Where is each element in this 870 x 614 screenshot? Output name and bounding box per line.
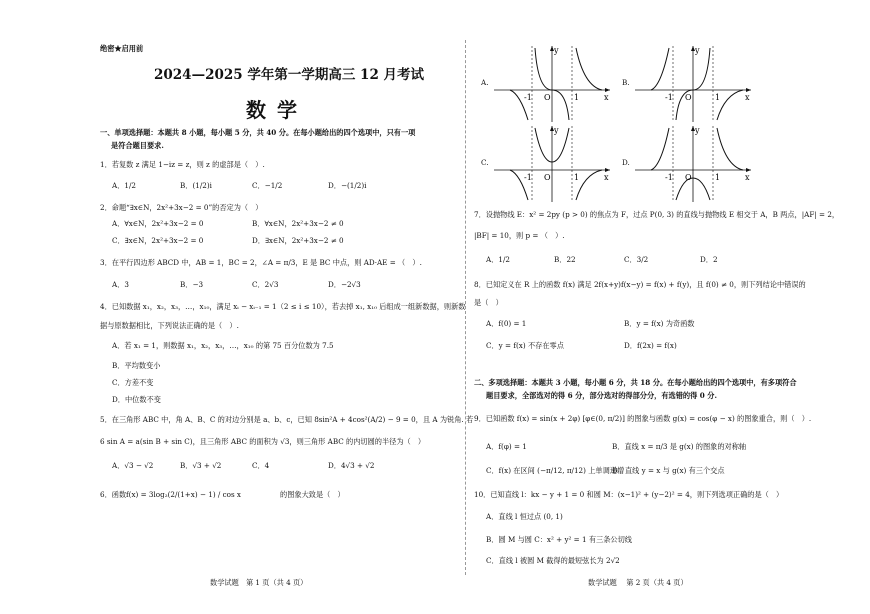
q9-option-a: A．f(φ) = 1 xyxy=(486,442,527,451)
q5-option-a: A．√3 − √2 xyxy=(112,461,154,470)
graph-c-y-label: y xyxy=(554,126,559,135)
q5-option-d: D．4√3 + √2 xyxy=(328,461,375,470)
q4-stem-cont: 据与原数据相比，下列说法正确的是（ ）. xyxy=(100,321,239,330)
section1-heading: 一、单项选择题：本题共 8 小题，每小题 5 分，共 40 分。在每小题给出的四个选项中，只有一项 xyxy=(100,128,416,137)
graph-c-x-label: x xyxy=(604,173,609,182)
q8-option-a: A．f(0) = 1 xyxy=(486,319,527,328)
q9-option-c: C．f(x) 在区间 (−π/12, π/12) 上单调递增 xyxy=(486,466,625,475)
graph-c-neg1: -1 xyxy=(524,173,532,182)
graph-b-pos1: 1 xyxy=(715,93,721,102)
q2-option-b: B．∀x∈N，2x²+3x−2 ≠ 0 xyxy=(252,219,344,228)
q2-option-c: C．∃x∈N，2x²+3x−2 = 0 xyxy=(112,236,204,245)
graph-c-origin: O xyxy=(544,173,551,182)
q4-option-a: A．若 x₁ = 1，则数据 x₁，x₂，x₃，…，x₁₀ 的第 75 百分位数为 7.5 xyxy=(112,341,334,350)
graph-b-x-label: x xyxy=(745,93,750,102)
q1-option-a: A．1/2 xyxy=(112,181,136,190)
q9-stem: 9．已知函数 f(x) = sin(x + 2φ) [φ∈(0, π/2)] 的图象与函数 g(x) = cos(φ − x) 的图象重合，则（ ）. xyxy=(474,414,812,423)
q3-option-c: C．2√3 xyxy=(252,280,279,289)
q10-option-c: C．直线 l 被圆 M 截得的最短弦长为 2√2 xyxy=(486,556,620,565)
q5-option-b: B．√3 + √2 xyxy=(180,461,222,470)
q9-option-d: D．直线 y = x 与 g(x) 有三个交点 xyxy=(612,466,725,475)
q5-stem: 5．在三角形 ABC 中，角 A、B、C 的对边分别是 a、b、c，已知 8sin²A + 4cos²(A/2) − 9 = 0，且 A 为锐角. 若 xyxy=(100,415,474,424)
q6-stem-prefix: 6．函数 xyxy=(100,490,127,499)
graph-b xyxy=(633,42,753,124)
graph-d-y-label: y xyxy=(695,126,700,135)
subject-title: 数 学 xyxy=(246,98,299,122)
section2-heading: 二、多项选择题：本题共 3 小题，每小题 6 分，共 18 分。在每小题给出的四个选项中，有多项符合 xyxy=(474,378,797,387)
q3-option-a: A．3 xyxy=(112,280,129,289)
graph-d-pos1: 1 xyxy=(715,173,721,182)
q1-option-c: C．−1/2 xyxy=(252,181,283,190)
graph-a-origin: O xyxy=(544,93,551,102)
graph-d-label: D. xyxy=(622,158,630,167)
section1-heading-cont: 是符合题目要求. xyxy=(111,141,164,150)
confidential-mark: 绝密★启用前 xyxy=(100,44,144,53)
q1-option-b: B．(1/2)i xyxy=(180,181,212,190)
q8-stem-cont: 是（ ） xyxy=(474,298,503,307)
q7-option-d: D．2 xyxy=(700,255,718,264)
q10-stem: 10．已知直线 l：kx − y + 1 = 0 和圆 M：(x−1)² + (y−2)² = 4，则下列选项正确的是（ ） xyxy=(474,490,784,499)
q1-stem: 1．若复数 z 满足 1−iz = z，则 z 的虚部是（ ）. xyxy=(100,160,265,169)
q7-option-c: C．3/2 xyxy=(624,255,649,264)
q2-option-d: D．∃x∈N，2x²+3x−2 ≠ 0 xyxy=(252,236,344,245)
graph-b-y-label: y xyxy=(695,46,700,55)
q7-option-a: A．1/2 xyxy=(486,255,510,264)
graph-a-x-label: x xyxy=(604,93,609,102)
graph-d-origin: O xyxy=(685,173,692,182)
q4-option-b: B．平均数变小 xyxy=(112,361,161,370)
q4-stem: 4．已知数据 x₁，x₂，x₃，…，x₁₀，满足 xᵢ − xᵢ₋₁ = 1（2 ≤ i ≤ 10），若去掉 x₁, x₁₀ 后组成一组新数据，则新数 xyxy=(100,302,466,311)
exam-title: 2024—2025 学年第一学期高三 12 月考试 xyxy=(154,67,425,83)
graph-c xyxy=(492,122,612,204)
graph-a xyxy=(492,42,612,124)
q2-stem: 2．命题“∃x∈N，2x²+3x−2 = 0”的否定为（ ） xyxy=(100,203,263,212)
q6-formula: f(x) = 3log₂(2/(1+x) − 1) / cos x xyxy=(126,490,241,499)
q9-option-b: B．直线 x = π/3 是 g(x) 的图象的对称轴 xyxy=(612,442,747,451)
graph-b-label: B. xyxy=(622,78,630,87)
q6-stem-suffix: 的图象大致是（ ） xyxy=(280,490,345,499)
q2-option-a: A．∀x∈N，2x²+3x−2 = 0 xyxy=(112,219,204,228)
graph-a-neg1: -1 xyxy=(524,93,532,102)
graph-d-x-label: x xyxy=(745,173,750,182)
footer-left: 数学试题 第 1 页（共 4 页） xyxy=(210,578,308,587)
graph-c-label: C. xyxy=(481,158,489,167)
q7-stem: 7．设抛物线 E：x² = 2py (p > 0) 的焦点为 F，过点 P(0, 3) 的直线与抛物线 E 相交于 A，B 两点，|AF| = 2， xyxy=(474,210,840,219)
q5-option-c: C．4 xyxy=(252,461,270,470)
q7-stem-cont: |BF| = 10，则 p = （ ）. xyxy=(474,231,565,240)
q8-option-b: B．y = f(x) 为奇函数 xyxy=(624,319,695,328)
q5-stem-cont: 6 sin A = a(sin B + sin C)，且三角形 ABC 的面积为 √3，则三角形 ABC 的内切圆的半径为（ ） xyxy=(100,437,426,446)
q3-option-b: B．−3 xyxy=(180,280,204,289)
graph-a-y-label: y xyxy=(554,46,559,55)
q3-stem: 3．在平行四边形 ABCD 中，AB = 1，BC = 2，∠A = π/3，E 是 BC 中点，则 AD·AE = （ ）. xyxy=(100,258,422,267)
q3-option-d: D．−2√3 xyxy=(328,280,361,289)
section2-heading-cont: 题目要求，全部选对的得 6 分，部分选对的得部分分，有选错的得 0 分. xyxy=(486,391,717,400)
q1-option-d: D．−(1/2)i xyxy=(328,181,367,190)
q10-option-a: A．直线 l 恒过点 (0, 1) xyxy=(486,512,563,521)
graph-b-neg1: -1 xyxy=(665,93,673,102)
q8-option-d: D．f(2x) = f(x) xyxy=(624,341,677,350)
q4-option-d: D．中位数不变 xyxy=(112,395,161,404)
q8-stem: 8．已知定义在 R 上的函数 f(x) 满足 2f(x+y)f(x−y) = f(x) + f(y)，且 f(0) ≠ 0，则下列结论中错误的 xyxy=(474,280,806,289)
q4-option-c: C．方差不变 xyxy=(112,378,154,387)
q8-option-c: C．y = f(x) 不存在零点 xyxy=(486,341,564,350)
q10-option-b: B．圆 M 与圆 C：x² + y² = 1 有三条公切线 xyxy=(486,535,632,544)
q7-option-b: B．22 xyxy=(554,255,576,264)
graph-a-label: A. xyxy=(481,78,489,87)
graph-d-neg1: -1 xyxy=(665,173,673,182)
graph-a-pos1: 1 xyxy=(574,93,580,102)
footer-right: 数学试题 第 2 页（共 4 页） xyxy=(588,578,688,587)
graph-d xyxy=(633,122,753,204)
graph-b-origin: O xyxy=(685,93,692,102)
graph-c-pos1: 1 xyxy=(574,173,580,182)
